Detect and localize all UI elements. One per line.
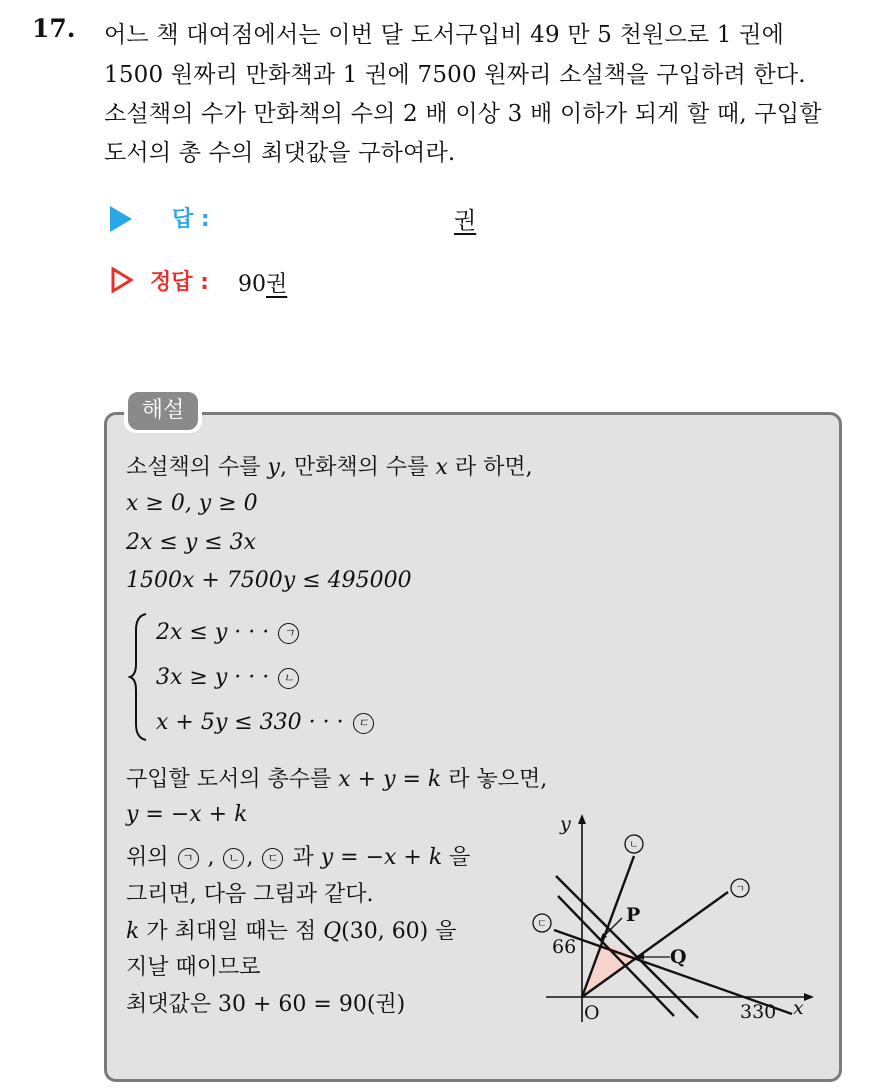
y-axis-label: y — [560, 813, 571, 835]
system-inequality-1: 2x ≤ y · · · ㄱ — [156, 620, 301, 645]
x-axis-arrow — [804, 993, 814, 1001]
circled-label-2: ㄴ — [278, 668, 299, 689]
question-line-4: 도서의 총 수의 최댓값을 구하여라. — [104, 140, 456, 166]
question-number: 17. — [32, 14, 76, 43]
system-inequality-2: 3x ≥ y · · · ㄴ — [156, 665, 301, 690]
system-inequality-3: x + 5y ≤ 330 · · · ㄷ — [156, 710, 376, 735]
line-label-3: ㄷ — [537, 919, 547, 930]
explanation-line-11: 최댓값은 30 + 60 = 90(권) — [126, 992, 406, 1017]
circled-label-3: ㄷ — [353, 713, 374, 734]
y-axis-arrow — [578, 814, 586, 824]
origin-label: O — [584, 1002, 600, 1024]
explanation-line-9: k 가 최대일 때는 점 Q(30, 60) 을 — [126, 919, 457, 944]
explanation-line-6: y = −x + k — [126, 802, 248, 827]
explanation-line-1: 소설책의 수를 y, 만화책의 수를 x 라 하면, — [126, 455, 533, 480]
question-line-2: 1500 원짜리 만화책과 1 권에 7500 원짜리 소설책을 구입하려 한다. — [104, 62, 806, 88]
solution-value: 90 — [238, 272, 266, 297]
explanation-line-8: 그리면, 다음 그림과 같다. — [126, 882, 374, 907]
y-tick-label: 66 — [552, 936, 577, 958]
line-label-1: ㄱ — [735, 884, 745, 895]
circled-label-1: ㄱ — [278, 623, 299, 644]
question-line-3: 소설책의 수가 만화책의 수의 2 배 이상 3 배 이하가 되게 할 때, 구입할 — [104, 101, 822, 127]
point-q-label: Q — [670, 946, 687, 968]
solution-row — [110, 263, 510, 303]
answer-row — [110, 200, 510, 240]
explanation-line-10: 지날 때이므로 — [126, 955, 261, 980]
explanation-line-7: 위의 ㄱ , ㄴ , ㄷ 과 y = −x + k 을 — [126, 845, 471, 870]
explanation-tag: 해설 — [128, 392, 198, 430]
answer-label: 답 : — [172, 207, 210, 232]
x-axis-label: x — [793, 997, 804, 1019]
solution-unit: 권 — [266, 272, 288, 297]
system-brace — [128, 612, 148, 742]
play-triangle-icon — [110, 206, 132, 232]
question-line-1: 어느 책 대여점에서는 이번 달 도서구입비 49 만 5 천원으로 1 권에 — [104, 22, 784, 48]
solution-label: 정답 : — [150, 270, 209, 295]
x-tick-label: 330 — [740, 1001, 777, 1023]
outline-triangle-icon — [110, 266, 134, 294]
explanation-line-2: x ≥ 0, y ≥ 0 — [126, 491, 258, 516]
feasible-region-graph — [530, 810, 830, 1080]
line-label-2: ㄴ — [629, 840, 639, 851]
answer-unit: 권 — [454, 208, 477, 234]
point-p-label: P — [626, 904, 641, 926]
explanation-line-5: 구입할 도서의 총수를 x + y = k 라 놓으면, — [126, 767, 548, 792]
solution-answer — [238, 267, 287, 298]
explanation-line-4: 1500x + 7500y ≤ 495000 — [126, 568, 412, 593]
explanation-line-3: 2x ≤ y ≤ 3x — [126, 530, 257, 555]
